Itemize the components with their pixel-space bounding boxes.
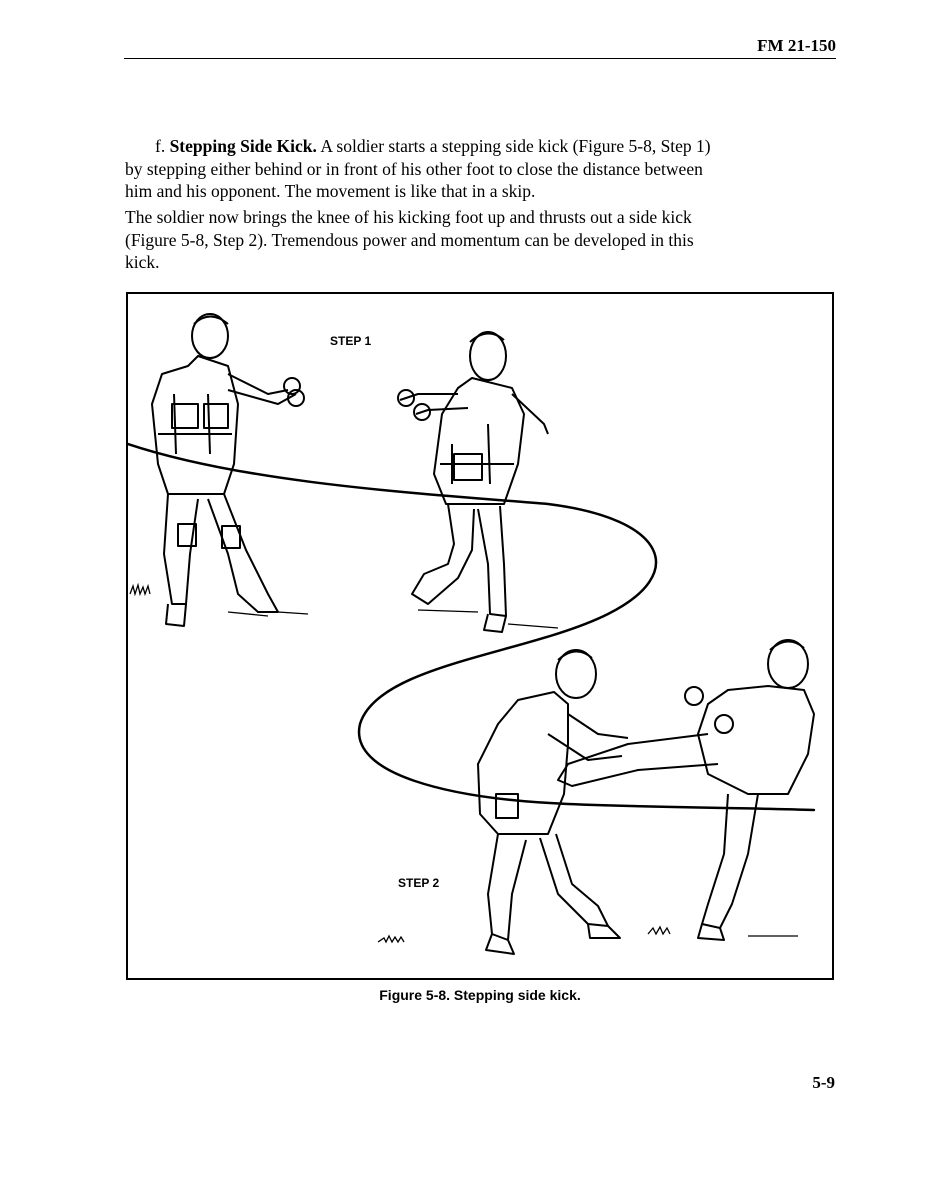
document-code: FM 21-150 — [757, 36, 836, 55]
soldier-kicking — [558, 640, 814, 940]
section-label: f. — [155, 136, 166, 156]
running-header — [124, 30, 836, 59]
soldier-middle — [398, 332, 548, 632]
paragraph-2: The soldier now brings the knee of his kicking foot up and thrusts out a side kick (Figure 5-8, Step 2). Tremendous power and momentum can be developed in this kick. — [125, 207, 694, 272]
paragraph-1-text: A soldier starts a stepping side kick (Figure 5-8, Step 1) by stepping either behind or in front of his other foot to close the distance between him and his opponent. The movement is like that in a skip. — [125, 136, 711, 201]
movement-curve — [128, 444, 814, 810]
figure-caption: Figure 5-8. Stepping side kick. — [379, 987, 581, 1003]
figure-illustration — [128, 294, 832, 978]
page-number: 5-9 — [812, 1073, 835, 1092]
section-heading: Stepping Side Kick. — [169, 136, 317, 156]
paragraph-stepping-side-kick — [125, 135, 715, 203]
step-2-label: STEP 2 — [398, 876, 440, 890]
step-1-label: STEP 1 — [330, 334, 372, 348]
grass — [130, 585, 798, 942]
soldier-defending — [478, 650, 628, 954]
figure-5-8 — [126, 292, 834, 980]
